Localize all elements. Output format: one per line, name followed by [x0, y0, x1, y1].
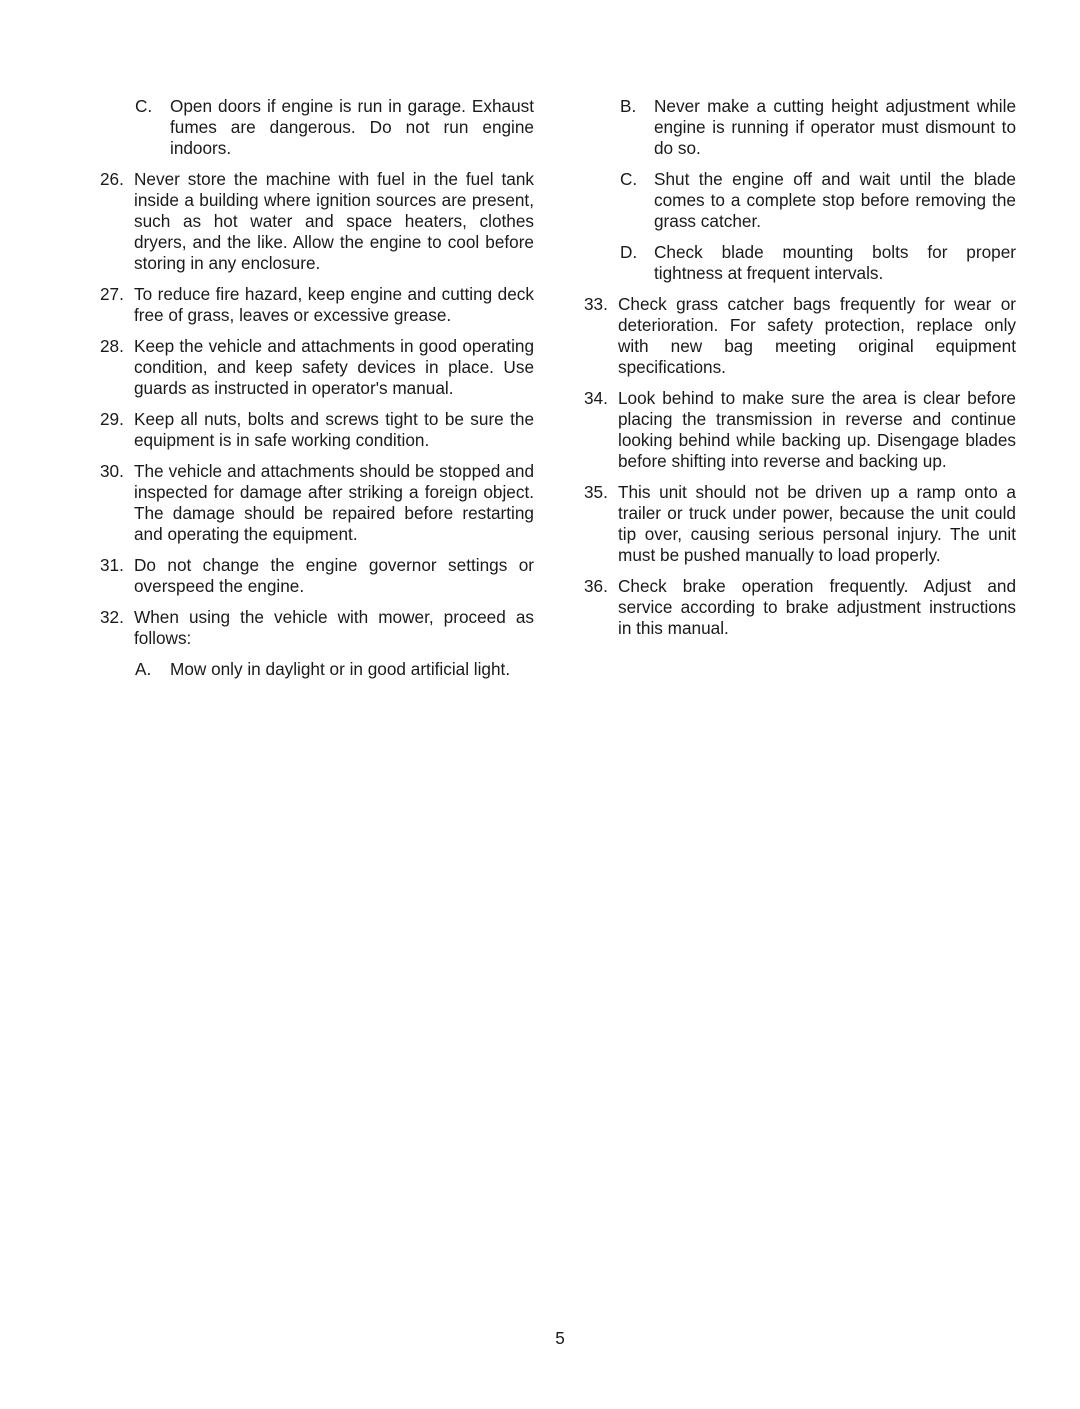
list-item — [100, 169, 534, 274]
list-item — [100, 461, 534, 545]
item-label: A. — [135, 659, 152, 679]
item-text: When using the vehicle with mower, proceed as follows: — [134, 607, 534, 648]
item-label: 33. — [584, 294, 608, 314]
item-label: 31. — [100, 555, 124, 575]
item-label: 36. — [584, 576, 608, 596]
list-item — [100, 409, 534, 451]
list-item — [584, 294, 1016, 378]
item-label: D. — [620, 242, 638, 262]
list-item — [100, 284, 534, 326]
page-number: 5 — [555, 1328, 565, 1348]
item-text: Open doors if engine is run in garage. Exhaust fumes are dangerous. Do not run engine indoors. — [170, 96, 534, 158]
item-label: C. — [135, 96, 153, 116]
item-label: 32. — [100, 607, 124, 627]
item-text: Do not change the engine governor settings or overspeed the engine. — [134, 555, 534, 596]
item-label: 29. — [100, 409, 124, 429]
list-item — [584, 242, 1016, 284]
list-item — [584, 388, 1016, 472]
item-label: 26. — [100, 169, 124, 189]
left-column — [100, 96, 534, 690]
item-label: 35. — [584, 482, 608, 502]
item-text: Keep all nuts, bolts and screws tight to be sure the equipment is in safe working condition. — [134, 409, 534, 450]
list-item — [584, 169, 1016, 232]
item-label: 27. — [100, 284, 124, 304]
item-label: B. — [620, 96, 637, 116]
list-item — [100, 336, 534, 399]
item-text: Check blade mounting bolts for proper tightness at frequent intervals. — [654, 242, 1016, 283]
list-item — [100, 555, 534, 597]
list-item — [100, 96, 534, 159]
item-label: 34. — [584, 388, 608, 408]
item-text: The vehicle and attachments should be stopped and inspected for damage after striking a foreign object. The damage should be repaired before restarting and operating the equipment. — [134, 461, 534, 544]
item-text: Keep the vehicle and attachments in good operating condition, and keep safety devices in place. Use guards as instructed in operator's manual. — [134, 336, 534, 398]
item-text: Shut the engine off and wait until the blade comes to a complete stop before removing the grass catcher. — [654, 169, 1016, 231]
list-item — [584, 482, 1016, 566]
right-column — [584, 96, 1016, 649]
item-text: Look behind to make sure the area is clear before placing the transmission in reverse and continue looking behind while backing up. Disengage blades before shifting into reverse and backing up. — [618, 388, 1016, 471]
item-text: Never make a cutting height adjustment while engine is running if operator must dismount to do so. — [654, 96, 1016, 158]
list-item — [584, 96, 1016, 159]
list-item — [100, 607, 534, 649]
item-label: C. — [620, 169, 638, 189]
item-text: Mow only in daylight or in good artificial light. — [170, 659, 511, 679]
item-text: To reduce fire hazard, keep engine and cutting deck free of grass, leaves or excessive grease. — [134, 284, 534, 325]
item-label: 30. — [100, 461, 124, 481]
list-item — [100, 659, 534, 680]
item-text: Never store the machine with fuel in the fuel tank inside a building where ignition sources are present, such as hot water and space heaters, clothes dryers, and the like. Allow the engine to cool before storing in any enclosure. — [134, 169, 534, 273]
item-text: This unit should not be driven up a ramp onto a trailer or truck under power, because the unit could tip over, causing serious personal injury. The unit must be pushed manually to load properly. — [618, 482, 1016, 565]
item-label: 28. — [100, 336, 124, 356]
list-item — [584, 576, 1016, 639]
item-text: Check grass catcher bags frequently for wear or deterioration. For safety protection, replace only with new bag meeting original equipment specifications. — [618, 294, 1016, 377]
item-text: Check brake operation frequently. Adjust and service according to brake adjustment instructions in this manual. — [618, 576, 1016, 638]
